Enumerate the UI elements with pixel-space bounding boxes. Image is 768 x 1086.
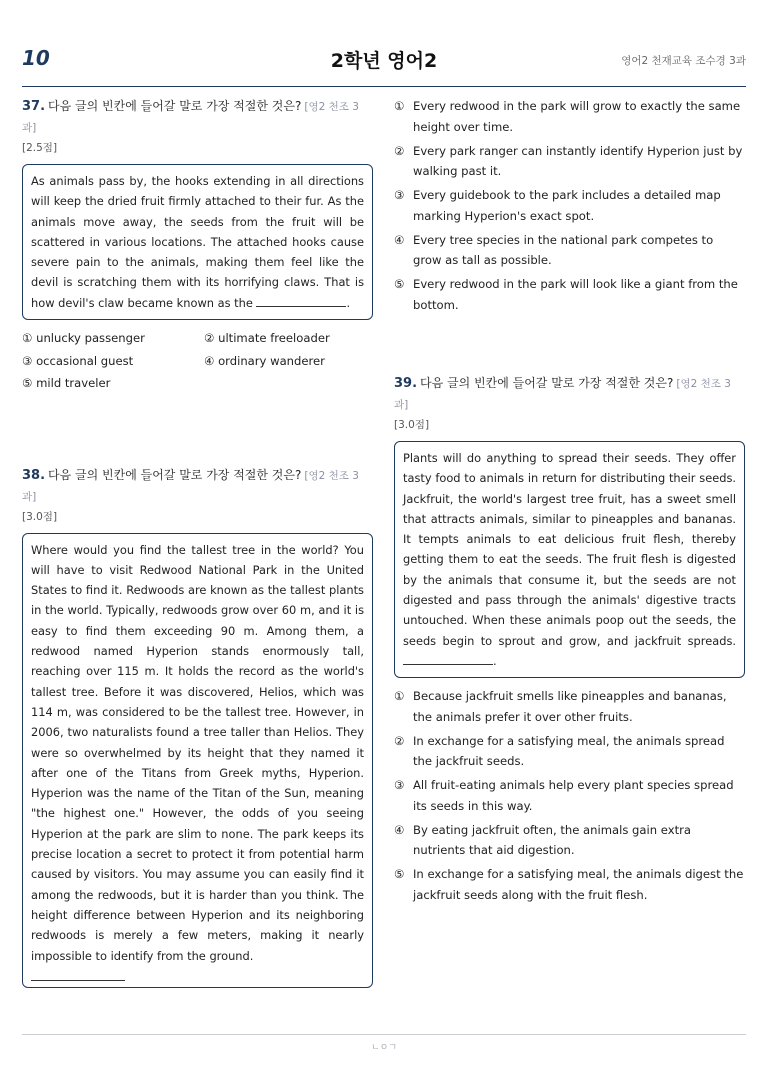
option-text: Because jackfruit smells like pineapples and bananas, the animals prefer it over other fruits. xyxy=(413,689,727,724)
option-text: All fruit-eating animals help every plant species spread its seeds in this way. xyxy=(413,778,734,813)
option-1[interactable] xyxy=(394,686,745,727)
option-3[interactable] xyxy=(22,351,204,372)
option-5[interactable] xyxy=(394,274,745,315)
option-mark: ② xyxy=(204,331,215,346)
option-mark: ③ xyxy=(394,778,405,793)
passage-box xyxy=(394,441,745,678)
left-column xyxy=(22,96,373,988)
question-source: [영2 천조 3과] xyxy=(22,101,359,134)
page-header xyxy=(22,40,746,87)
option-4[interactable] xyxy=(394,230,745,271)
passage-text: As animals pass by, the hooks extending in all directions will keep the dried fruit firmly attached to their fur. As the animals move away, the seeds from the fruit will be scattered in various locations. The attached hooks cause severe pain to the animals, making them feel like the devil is scratching them with its horrifying claws. That is how devil's claw became known as the xyxy=(31,174,364,310)
option-text: ultimate freeloader xyxy=(218,331,330,346)
question-header xyxy=(394,373,745,415)
option-text: Every park ranger can instantly identify Hyperion just by walking past it. xyxy=(413,143,743,178)
option-text: Every tree species in the national park competes to grow as tall as possible. xyxy=(413,232,714,267)
option-mark: ⑤ xyxy=(394,277,405,291)
option-3[interactable] xyxy=(394,185,745,226)
question-number: 38. xyxy=(22,467,46,483)
question-39 xyxy=(394,373,745,905)
option-5[interactable] xyxy=(394,864,745,905)
option-text: In exchange for a satisfying meal, the animals digest the jackfruit seeds along with the fruit flesh. xyxy=(413,867,744,902)
question-source: [영2 천조 3과] xyxy=(394,378,731,411)
question-38-options xyxy=(394,96,745,315)
question-prompt: 다음 글의 빈칸에 들어갈 말로 가장 적절한 것은? xyxy=(420,376,674,390)
option-mark: ⑤ xyxy=(22,376,33,391)
question-header xyxy=(22,465,373,507)
option-text: Every guidebook to the park includes a detailed map marking Hyperion's exact spot. xyxy=(413,188,721,223)
answer-options xyxy=(394,686,745,905)
option-mark: ① xyxy=(394,689,405,704)
option-mark: ④ xyxy=(204,353,215,368)
footer-text: ㄴㅇㄱ xyxy=(370,1043,398,1053)
question-prompt: 다음 글의 빈칸에 들어갈 말로 가장 적절한 것은? xyxy=(48,467,302,482)
question-points: [2.5점] xyxy=(22,142,58,154)
option-mark: ① xyxy=(22,331,33,346)
option-mark: ④ xyxy=(394,822,405,837)
option-5[interactable] xyxy=(22,373,204,394)
option-mark: ② xyxy=(394,143,405,158)
option-text: unlucky passenger xyxy=(36,331,145,346)
question-number: 37. xyxy=(22,99,46,114)
passage-end: . xyxy=(346,295,351,310)
page-subtitle: 영어2 천재교육 조수경 3과 xyxy=(621,55,746,67)
answer-blank xyxy=(31,970,125,981)
question-38 xyxy=(22,465,373,988)
page-number: 10 xyxy=(22,46,50,70)
option-3[interactable] xyxy=(394,775,745,816)
option-text: ordinary wanderer xyxy=(218,353,325,368)
option-4[interactable] xyxy=(394,820,745,861)
passage-box xyxy=(22,164,373,320)
option-2[interactable] xyxy=(204,328,374,349)
answer-blank xyxy=(403,652,493,665)
question-points: [3.0점] xyxy=(22,510,58,523)
question-37 xyxy=(22,96,373,394)
option-mark: ② xyxy=(394,733,405,748)
option-text: mild traveler xyxy=(36,376,111,391)
passage-text: Plants will do anything to spread their seeds. They offer tasty food to animals in return for distributing their seeds. Jackfruit, the world's largest tree fruit, has a sweet smell that attracts animals, similar to pineapples and bananas. It tempts animals to eat delicious fruit flesh, thereby getting them to eat the seeds. The fruit flesh is digested by the animals that consume it, but the seeds are not digested and pass through the animals' digestive tracts untouched. When these animals poop out the seeds, the seeds begin to sprout and grow, and jackfruit spreads. xyxy=(403,451,736,648)
question-header xyxy=(22,96,373,138)
page-title: 2학년 영어2 xyxy=(330,50,438,72)
option-1[interactable] xyxy=(394,96,745,137)
option-mark: ③ xyxy=(394,188,405,202)
option-1[interactable] xyxy=(22,328,204,349)
option-2[interactable] xyxy=(394,141,745,182)
option-text: Every redwood in the park will grow to exactly the same height over time. xyxy=(413,99,741,134)
option-text: occasional guest xyxy=(36,353,134,368)
option-mark: ⑤ xyxy=(394,867,405,882)
option-mark: ③ xyxy=(22,353,33,368)
question-number: 39. xyxy=(394,376,418,391)
question-prompt: 다음 글의 빈칸에 들어갈 말로 가장 적절한 것은? xyxy=(48,99,302,113)
question-points: [3.0점] xyxy=(394,419,430,431)
option-text: Every redwood in the park will look like a giant from the bottom. xyxy=(413,277,738,312)
question-source: [영2 천조 3과] xyxy=(22,469,359,503)
footer-divider xyxy=(22,1034,746,1035)
passage-text: Where would you find the tallest tree in the world? You will have to visit Redwood National Park in the United States to find it. Redwoods are known as the tallest plants in the world. Typically, redwoods grow over 60 m, and it is easy to find them exceeding 90 m. Among them, a redwood named Hyperion stands enormously tall, reaching over 115 m. It holds the record as the world's tallest tree. Before it was discovered, Helios, which was 114 m, was considered to be the tallest tree. However, in 2006, two naturalists found a tree taller than Helios. They were so overwhelmed by its height that they named it after one of the Titans from Greek myths, Hyperion. Hyperion was the name of the Titan of the Sun, meaning "the highest one." However, the odds of you seeing Hyperion at the park are slim to none. The park keeps its precise location a secret to protect it from potential harm caused by visitors. You may assume you can easily find it among the redwoods, but it is harder than you think. The height difference between Hyperion and its neighboring redwoods is merely a few meters, making it nearly impossible to identify from the ground. xyxy=(31,542,364,963)
option-mark: ① xyxy=(394,99,405,113)
option-text: By eating jackfruit often, the animals gain extra nutrients that aid digestion. xyxy=(413,822,691,858)
option-2[interactable] xyxy=(394,731,745,772)
answer-blank xyxy=(256,294,346,307)
passage-end: . xyxy=(493,653,497,668)
answer-options xyxy=(22,328,373,394)
right-column xyxy=(394,96,745,909)
passage-box xyxy=(22,533,373,988)
option-4[interactable] xyxy=(204,351,374,372)
option-text: In exchange for a satisfying meal, the animals spread the jackfruit seeds. xyxy=(413,733,725,769)
option-mark: ④ xyxy=(394,232,405,247)
